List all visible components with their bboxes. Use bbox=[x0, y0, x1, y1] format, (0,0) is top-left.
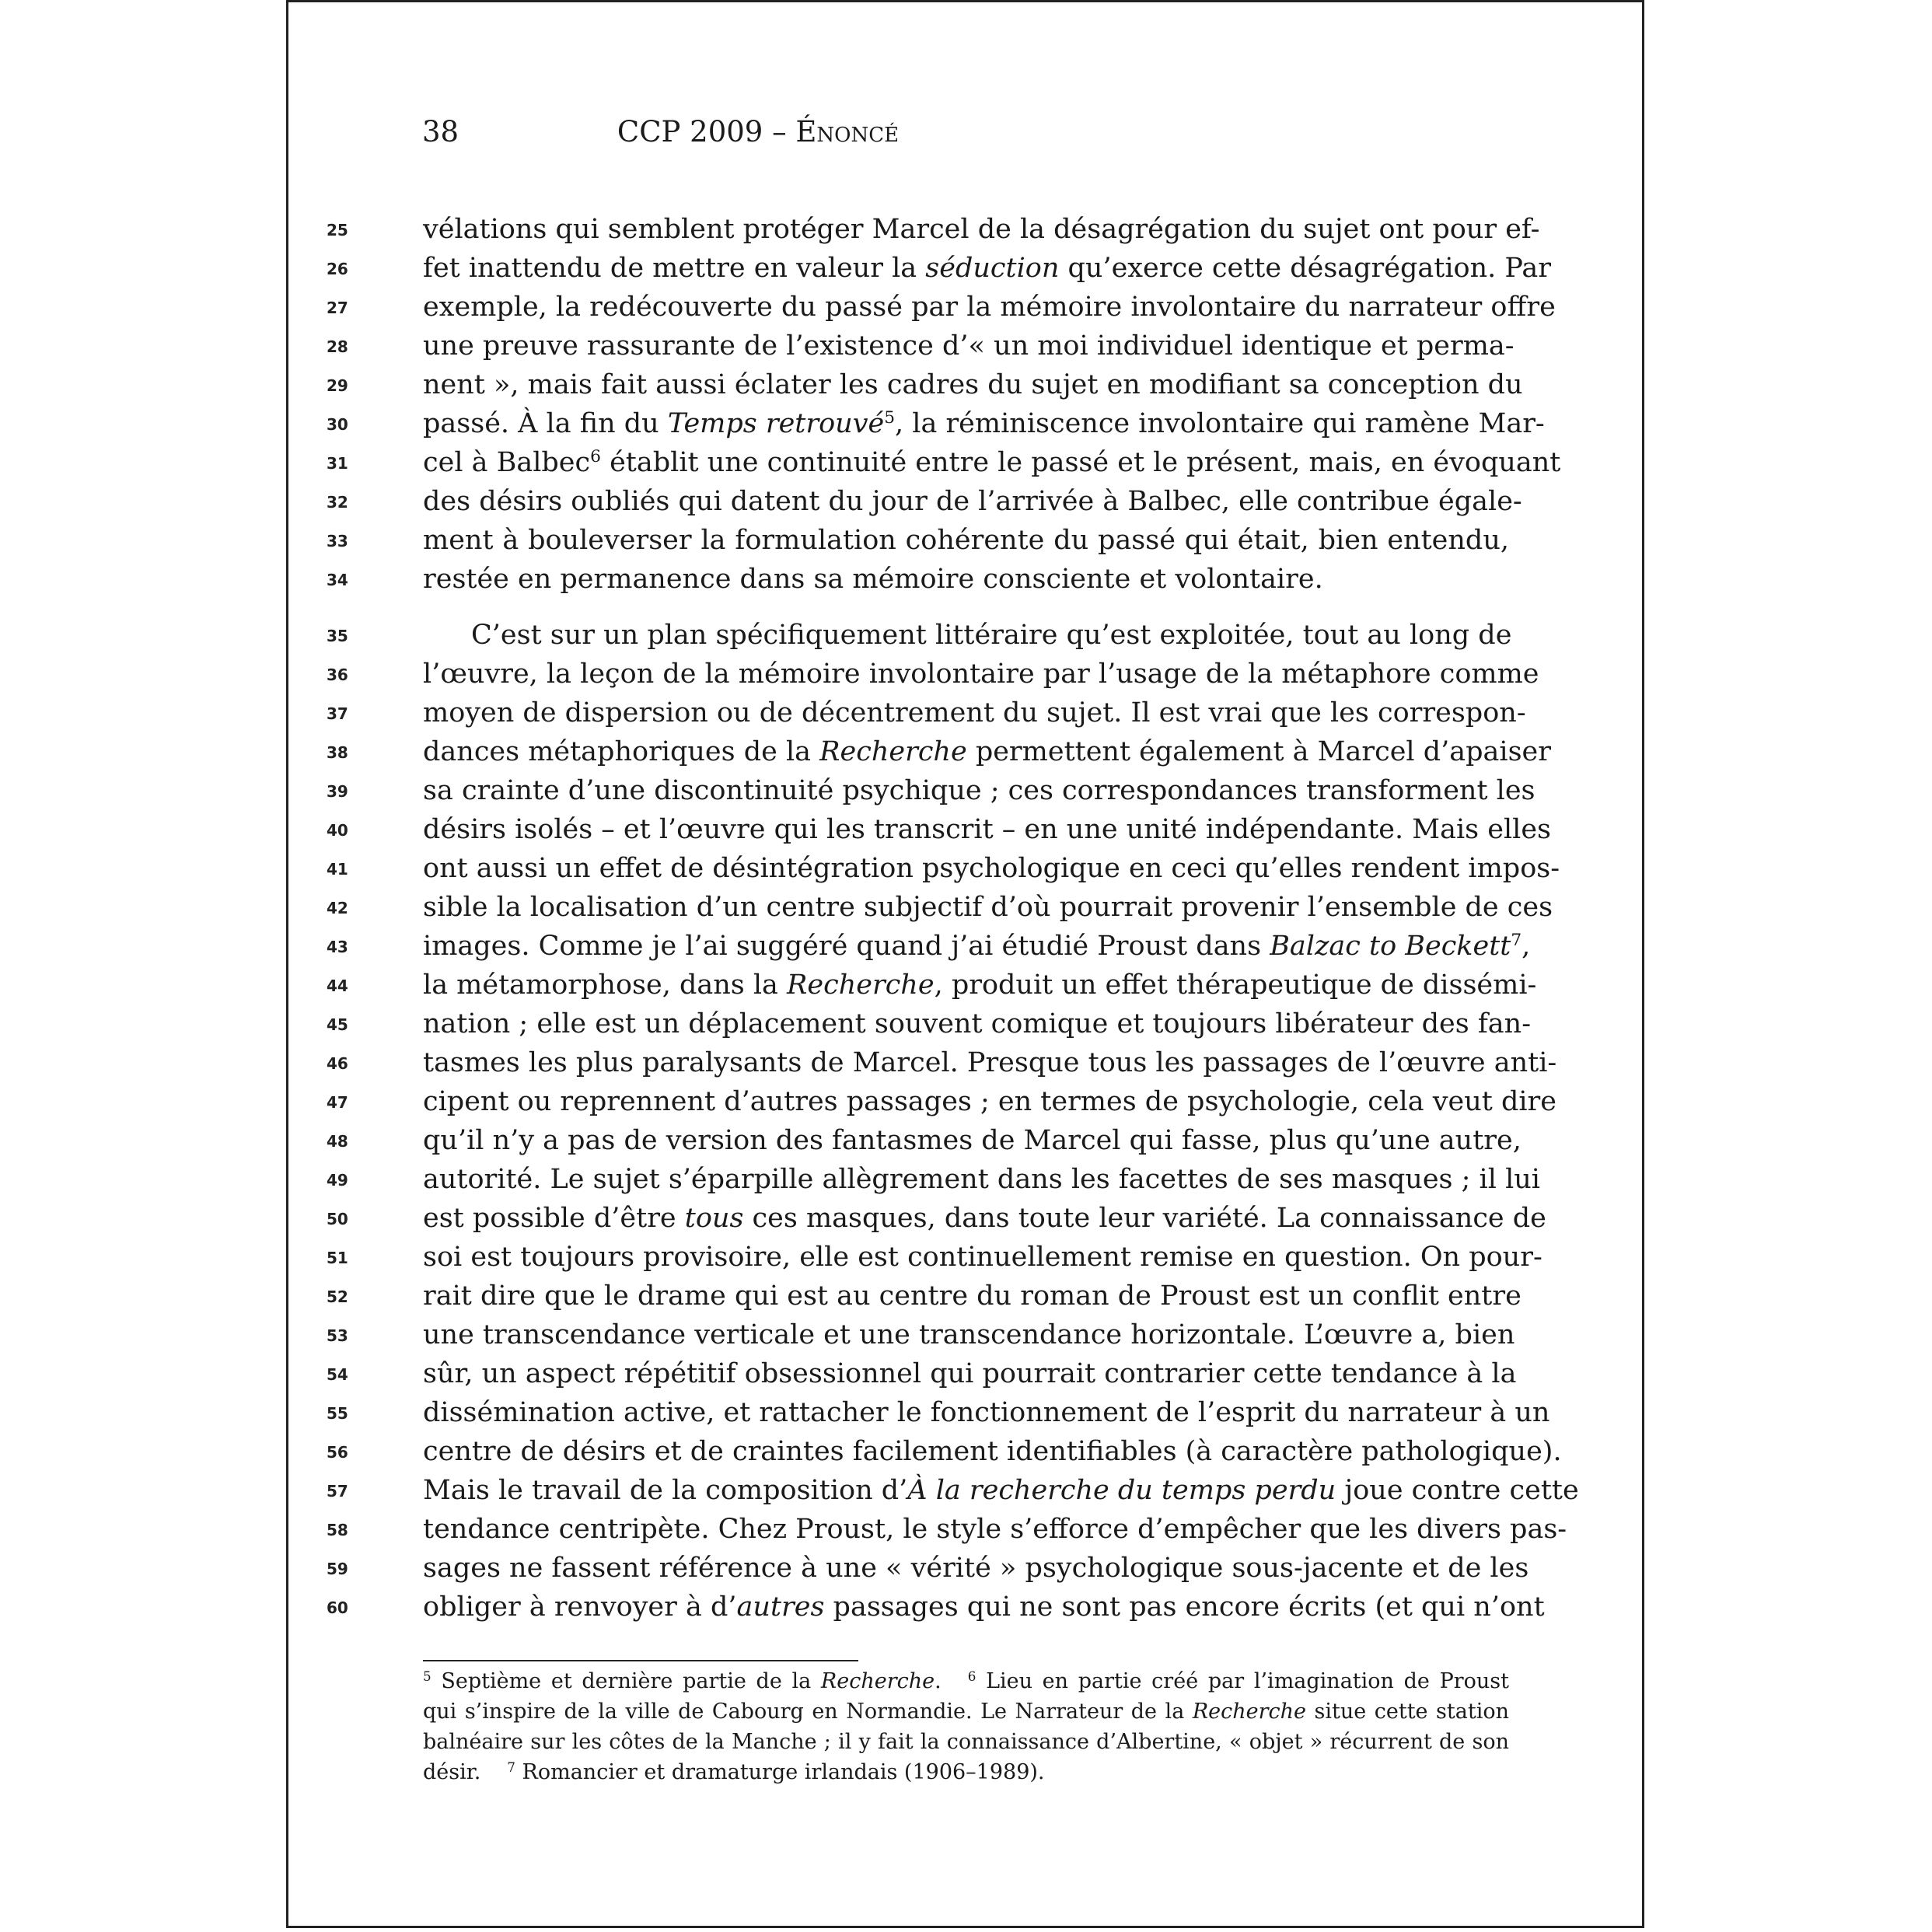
line-text bbox=[423, 443, 1561, 482]
line-number: 51 bbox=[327, 1249, 348, 1267]
running-title-prefix: CCP 2009 – bbox=[617, 115, 796, 148]
text-segment: une preuve rassurante de l’existence d’« un moi individuel identique et perma- bbox=[423, 330, 1515, 362]
line-number: 43 bbox=[327, 938, 348, 956]
line-number: 29 bbox=[327, 376, 348, 395]
text-segment: nation ; elle est un déplacement souvent comique et toujours libérateur des fan- bbox=[423, 1008, 1532, 1039]
footnotes bbox=[423, 1666, 1509, 1787]
line-text bbox=[423, 521, 1509, 560]
line-text bbox=[423, 210, 1540, 249]
line-text bbox=[423, 616, 1512, 655]
text-segment: cipent ou reprennent d’autres passages ; en termes de psychologie, cela veut dire bbox=[423, 1086, 1556, 1117]
line-text bbox=[423, 288, 1556, 327]
line-number: 34 bbox=[327, 571, 348, 589]
line-text bbox=[423, 927, 1531, 966]
footnote-line bbox=[423, 1696, 1509, 1727]
footnote-line bbox=[423, 1666, 1509, 1696]
text-segment: restée en permanence dans sa mémoire consciente et volontaire. bbox=[423, 564, 1323, 595]
text-segment: , bbox=[1521, 931, 1531, 962]
line-text bbox=[423, 249, 1551, 288]
line-number: 57 bbox=[327, 1482, 348, 1501]
line-text bbox=[423, 655, 1539, 693]
text-segment: exemple, la redécouverte du passé par la mémoire involontaire du narrateur offre bbox=[423, 292, 1556, 323]
line-text bbox=[423, 560, 1509, 599]
text-segment: obliger à renvoyer à d’ bbox=[423, 1591, 737, 1623]
text-segment: passages qui ne sont pas encore écrits (et qui n’ont bbox=[824, 1591, 1545, 1623]
text-segment: dances métaphoriques de la bbox=[423, 736, 820, 767]
line-text bbox=[423, 1432, 1562, 1471]
line-number: 60 bbox=[327, 1598, 348, 1617]
line-number: 32 bbox=[327, 493, 348, 512]
line-number: 35 bbox=[327, 627, 348, 645]
text-segment: sible la localisation d’un centre subjectif d’où pourrait provenir l’ensemble de ces bbox=[423, 892, 1553, 923]
text-segment: balnéaire sur les côtes de la Manche ; il y fait la connaissance d’Albertine, « objet » récurrent de son bbox=[423, 1730, 1509, 1754]
text-segment: ces masques, dans toute leur variété. La connaissance de bbox=[743, 1203, 1546, 1234]
line-number: 47 bbox=[327, 1093, 348, 1112]
text-segment: permettent également à Marcel d’apaiser bbox=[966, 736, 1551, 767]
line-text bbox=[423, 849, 1560, 888]
text-segment: , la réminiscence involontaire qui ramène Mar- bbox=[895, 408, 1545, 439]
line-text bbox=[423, 327, 1515, 365]
text-segment: moyen de dispersion ou de décentrement du sujet. Il est vrai que les correspon- bbox=[423, 697, 1526, 728]
line-text bbox=[423, 1043, 1557, 1082]
italic-text: autres bbox=[736, 1591, 825, 1623]
text-segment: qu’exerce cette désagrégation. Par bbox=[1059, 253, 1551, 284]
line-number: 26 bbox=[327, 260, 348, 278]
line-text bbox=[423, 1238, 1542, 1277]
line-text bbox=[423, 1354, 1517, 1393]
line-text bbox=[423, 1160, 1540, 1199]
line-number: 27 bbox=[327, 299, 348, 317]
line-text bbox=[423, 1549, 1529, 1588]
text-segment: passé. À la fin du bbox=[423, 408, 668, 439]
running-title bbox=[466, 115, 1050, 148]
text-segment: cel à Balbec bbox=[423, 447, 591, 478]
line-text bbox=[423, 732, 1551, 771]
footnote-marker: 7 bbox=[507, 1759, 515, 1775]
text-segment: Lieu en partie créé par l’imagination de Proust bbox=[976, 1669, 1509, 1693]
text-segment: Mais le travail de la composition d’ bbox=[423, 1475, 908, 1506]
text-segment: sages ne fassent référence à une « vérité » psychologique sous-jacente et de les bbox=[423, 1553, 1529, 1584]
text-segment: vélations qui semblent protéger Marcel de la désagrégation du sujet ont pour ef- bbox=[423, 214, 1540, 245]
italic-text: À la recherche du temps perdu bbox=[907, 1475, 1336, 1506]
line-number: 38 bbox=[327, 743, 348, 762]
line-text bbox=[423, 1121, 1521, 1160]
footnote-marker: 6 bbox=[590, 447, 601, 467]
text-segment: autorité. Le sujet s’éparpille allègrement dans les facettes de ses masques ; il lui bbox=[423, 1164, 1540, 1195]
line-text bbox=[423, 1471, 1579, 1510]
text-segment: désirs isolés – et l’œuvre qui les transcrit – en une unité indépendante. Mais elles bbox=[423, 814, 1552, 845]
text-segment: joue contre cette bbox=[1336, 1475, 1579, 1506]
text-segment: qu’il n’y a pas de version des fantasmes de Marcel qui fasse, plus qu’une autre, bbox=[423, 1125, 1521, 1156]
line-number: 53 bbox=[327, 1326, 348, 1345]
text-segment: tasmes les plus paralysants de Marcel. Presque tous les passages de l’œuvre anti- bbox=[423, 1047, 1557, 1078]
line-text bbox=[423, 966, 1537, 1004]
footnote-marker: 5 bbox=[423, 1668, 431, 1684]
text-segment: la métamorphose, dans la bbox=[423, 969, 788, 1001]
line-number: 48 bbox=[327, 1132, 348, 1151]
text-segment: soi est toujours provisoire, elle est continuellement remise en question. On pour- bbox=[423, 1242, 1542, 1273]
footnote-marker: 7 bbox=[1511, 931, 1522, 951]
text-segment: qui s’inspire de la ville de Cabourg en Normandie. Le Narrateur de la bbox=[423, 1700, 1193, 1724]
line-text bbox=[423, 1199, 1546, 1238]
line-number: 50 bbox=[327, 1210, 348, 1228]
text-segment: sa crainte d’une discontinuité psychique ; ces correspondances transforment les bbox=[423, 775, 1535, 806]
text-segment: dissémination active, et rattacher le fonctionnement de l’esprit du narrateur à un bbox=[423, 1397, 1550, 1428]
line-number: 42 bbox=[327, 899, 348, 917]
line-number: 54 bbox=[327, 1365, 348, 1384]
italic-text: Recherche bbox=[819, 736, 967, 767]
text-segment: centre de désirs et de craintes facilement identifiables (à caractère pathologique). bbox=[423, 1436, 1562, 1467]
footnote-marker: 5 bbox=[884, 408, 896, 428]
line-number: 46 bbox=[327, 1054, 348, 1073]
text-segment: établit une continuité entre le passé et le présent, mais, en évoquant bbox=[600, 447, 1561, 478]
line-number: 31 bbox=[327, 454, 348, 473]
text-segment: des désirs oubliés qui datent du jour de l’arrivée à Balbec, elle contribue égale- bbox=[423, 486, 1522, 517]
text-segment: tendance centripète. Chez Proust, le style s’efforce d’empêcher que les divers pas- bbox=[423, 1514, 1567, 1545]
italic-text: Recherche bbox=[1192, 1700, 1307, 1724]
text-segment: situe cette station bbox=[1306, 1700, 1509, 1724]
line-number: 52 bbox=[327, 1287, 348, 1306]
text-segment: images. Comme je l’ai suggéré quand j’ai étudié Proust dans bbox=[423, 931, 1270, 962]
italic-text: Temps retrouvé bbox=[667, 408, 885, 439]
line-text bbox=[423, 1004, 1532, 1043]
italic-text: séduction bbox=[925, 253, 1060, 284]
line-text bbox=[423, 1393, 1550, 1432]
text-segment: est possible d’être bbox=[423, 1203, 685, 1234]
line-text bbox=[423, 771, 1535, 810]
footnote-rule bbox=[423, 1660, 858, 1661]
italic-text: Recherche bbox=[787, 969, 935, 1001]
text-segment: ont aussi un effet de désintégration psychologique en ceci qu’elles rendent impos- bbox=[423, 853, 1560, 884]
text-segment: Septième et dernière partie de la bbox=[431, 1669, 821, 1693]
text-segment: Romancier et dramaturge irlandais (1906–1989). bbox=[515, 1760, 1045, 1784]
line-number: 59 bbox=[327, 1560, 348, 1578]
page-number: 38 bbox=[422, 115, 459, 148]
line-number: 37 bbox=[327, 704, 348, 723]
line-number: 25 bbox=[327, 221, 348, 239]
line-text bbox=[423, 693, 1526, 732]
line-number: 44 bbox=[327, 976, 348, 995]
text-segment: . bbox=[935, 1669, 942, 1693]
line-text bbox=[423, 1082, 1556, 1121]
line-text bbox=[423, 482, 1522, 521]
line-text bbox=[423, 1277, 1521, 1315]
line-text bbox=[423, 888, 1553, 927]
text-segment: désir. bbox=[423, 1760, 481, 1784]
line-text bbox=[423, 365, 1523, 404]
line-number: 36 bbox=[327, 666, 348, 684]
line-number: 40 bbox=[327, 821, 348, 840]
italic-text: Balzac to Beckett bbox=[1270, 931, 1511, 962]
running-title-smallcaps: Énoncé bbox=[795, 115, 900, 148]
line-text bbox=[423, 1588, 1545, 1626]
line-number: 30 bbox=[327, 415, 348, 434]
line-text bbox=[423, 404, 1545, 443]
line-number: 45 bbox=[327, 1015, 348, 1034]
line-number: 58 bbox=[327, 1521, 348, 1539]
line-text bbox=[423, 1315, 1515, 1354]
text-segment: l’œuvre, la leçon de la mémoire involontaire par l’usage de la métaphore comme bbox=[423, 659, 1539, 690]
footnote-line bbox=[423, 1727, 1509, 1757]
text-segment: nent », mais fait aussi éclater les cadres du sujet en modifiant sa conception du bbox=[423, 369, 1523, 400]
text-segment: rait dire que le drame qui est au centre du roman de Proust est un conflit entre bbox=[423, 1280, 1521, 1312]
line-number: 49 bbox=[327, 1171, 348, 1190]
italic-text: tous bbox=[684, 1203, 744, 1234]
footnote-marker: 6 bbox=[967, 1668, 976, 1684]
line-number: 39 bbox=[327, 782, 348, 801]
line-number: 33 bbox=[327, 532, 348, 550]
text-segment: ment à bouleverser la formulation cohérente du passé qui était, bien entendu, bbox=[423, 525, 1509, 556]
text-segment: fet inattendu de mettre en valeur la bbox=[423, 253, 926, 284]
text-segment: C’est sur un plan spécifiquement littéraire qu’est exploitée, tout au long de bbox=[471, 620, 1512, 651]
line-number: 28 bbox=[327, 337, 348, 356]
italic-text: Recherche bbox=[820, 1669, 935, 1693]
line-number: 55 bbox=[327, 1404, 348, 1423]
text-segment: , produit un effet thérapeutique de dissémi- bbox=[934, 969, 1537, 1001]
line-text bbox=[423, 810, 1552, 849]
text-segment: une transcendance verticale et une transcendance horizontale. L’œuvre a, bien bbox=[423, 1319, 1515, 1350]
line-text bbox=[423, 1510, 1567, 1549]
line-number: 56 bbox=[327, 1443, 348, 1462]
text-segment: sûr, un aspect répétitif obsessionnel qui pourrait contrarier cette tendance à la bbox=[423, 1358, 1517, 1389]
footnote-line bbox=[423, 1757, 1509, 1787]
line-number: 41 bbox=[327, 860, 348, 879]
